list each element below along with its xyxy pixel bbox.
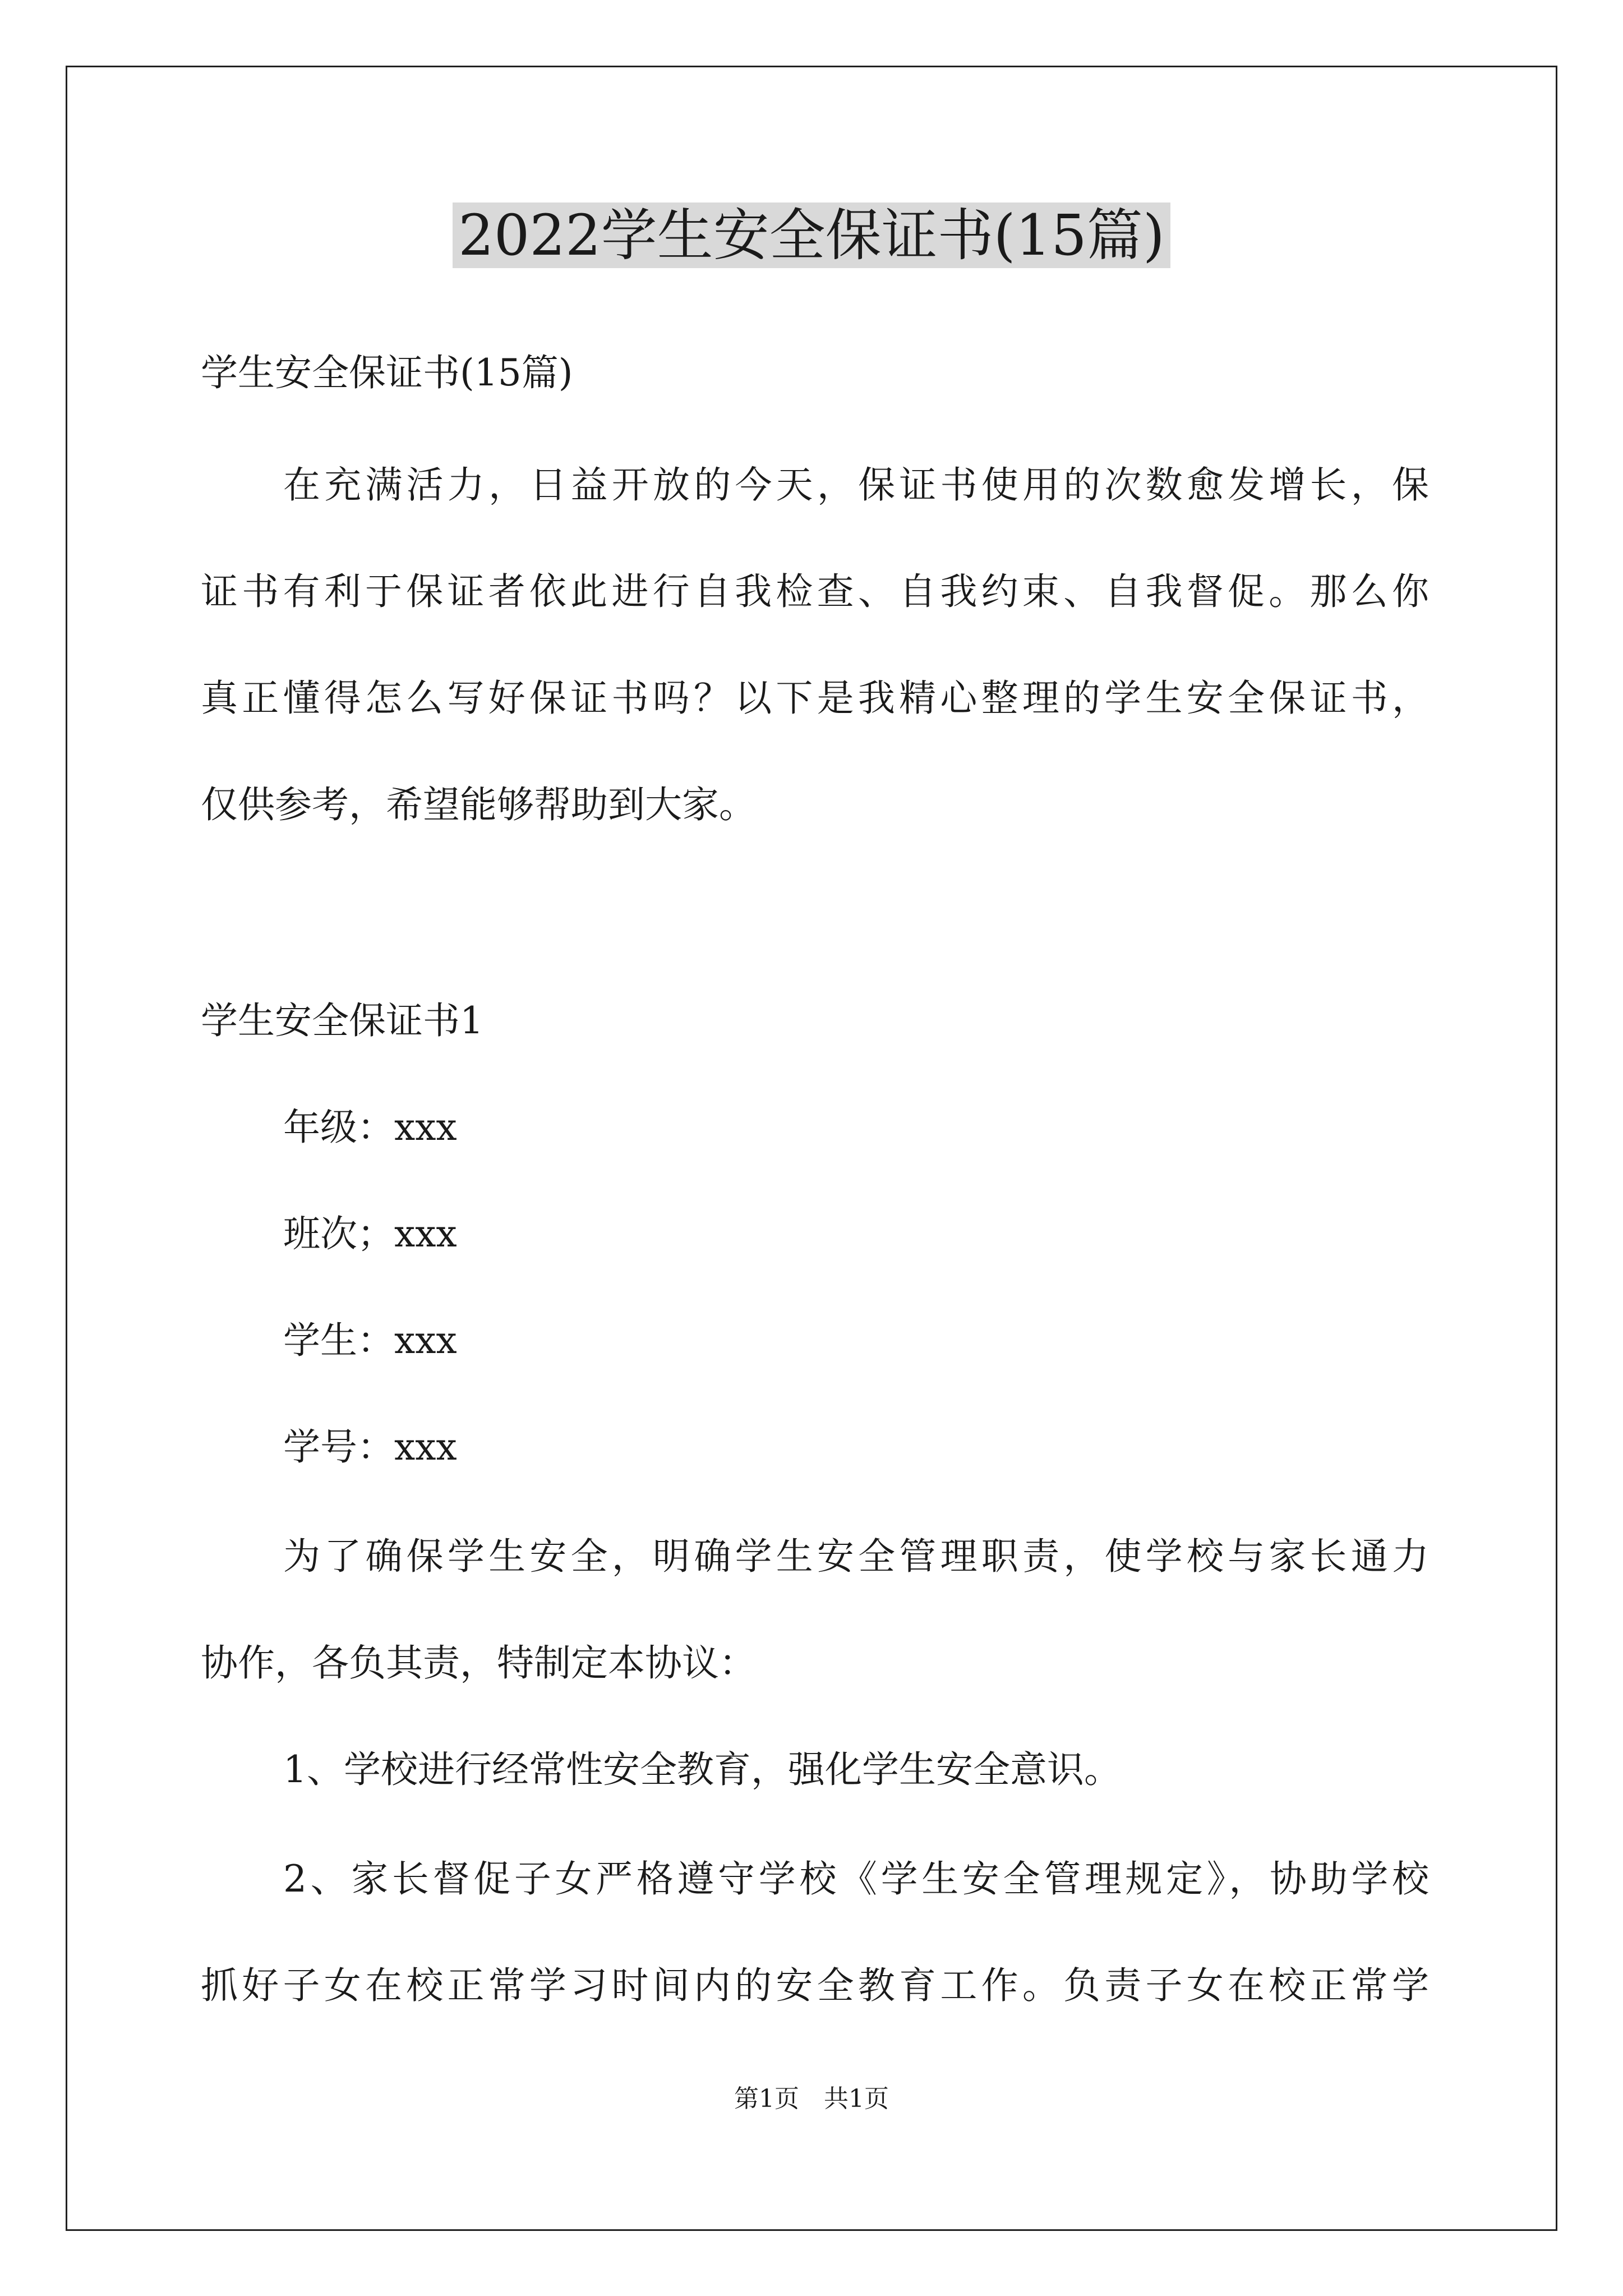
title-text: 2022学生安全保证书(15篇) — [453, 203, 1170, 268]
section-heading: 学生安全保证书1 — [201, 999, 483, 1042]
page-number-footer: 第1页 共1页 — [734, 2085, 889, 2113]
intro-line-2: 证书有利于保证者依此进行自我检查、自我约束、自我督促。那么你 — [201, 570, 1429, 613]
field-grade: 年级：xxx — [283, 1106, 457, 1149]
intro-line-1: 在充满活力，日益开放的今天，保证书使用的次数愈发增长，保 — [283, 463, 1429, 507]
body-line-3: 1、学校进行经常性安全教育，强化学生安全意识。 — [283, 1748, 1121, 1791]
field-student-id: 学号：xxx — [283, 1425, 457, 1469]
document-subtitle: 学生安全保证书(15篇) — [201, 351, 573, 394]
body-line-4: 2、家长督促子女严格遵守学校《学生安全管理规定》，协助学校 — [283, 1857, 1429, 1901]
field-student: 学生：xxx — [283, 1319, 457, 1362]
intro-line-3: 真正懂得怎么写好保证书吗？以下是我精心整理的学生安全保证书， — [201, 677, 1429, 720]
field-class: 班次；xxx — [283, 1212, 457, 1255]
intro-line-4: 仅供参考，希望能够帮助到大家。 — [201, 783, 756, 826]
body-line-1: 为了确保学生安全，明确学生安全管理职责，使学校与家长通力 — [283, 1535, 1429, 1578]
body-line-2: 协作，各负其责，特制定本协议： — [201, 1641, 756, 1685]
document-title — [0, 196, 1623, 275]
body-line-5: 抓好子女在校正常学习时间内的安全教育工作。负责子女在校正常学 — [201, 1964, 1429, 2007]
